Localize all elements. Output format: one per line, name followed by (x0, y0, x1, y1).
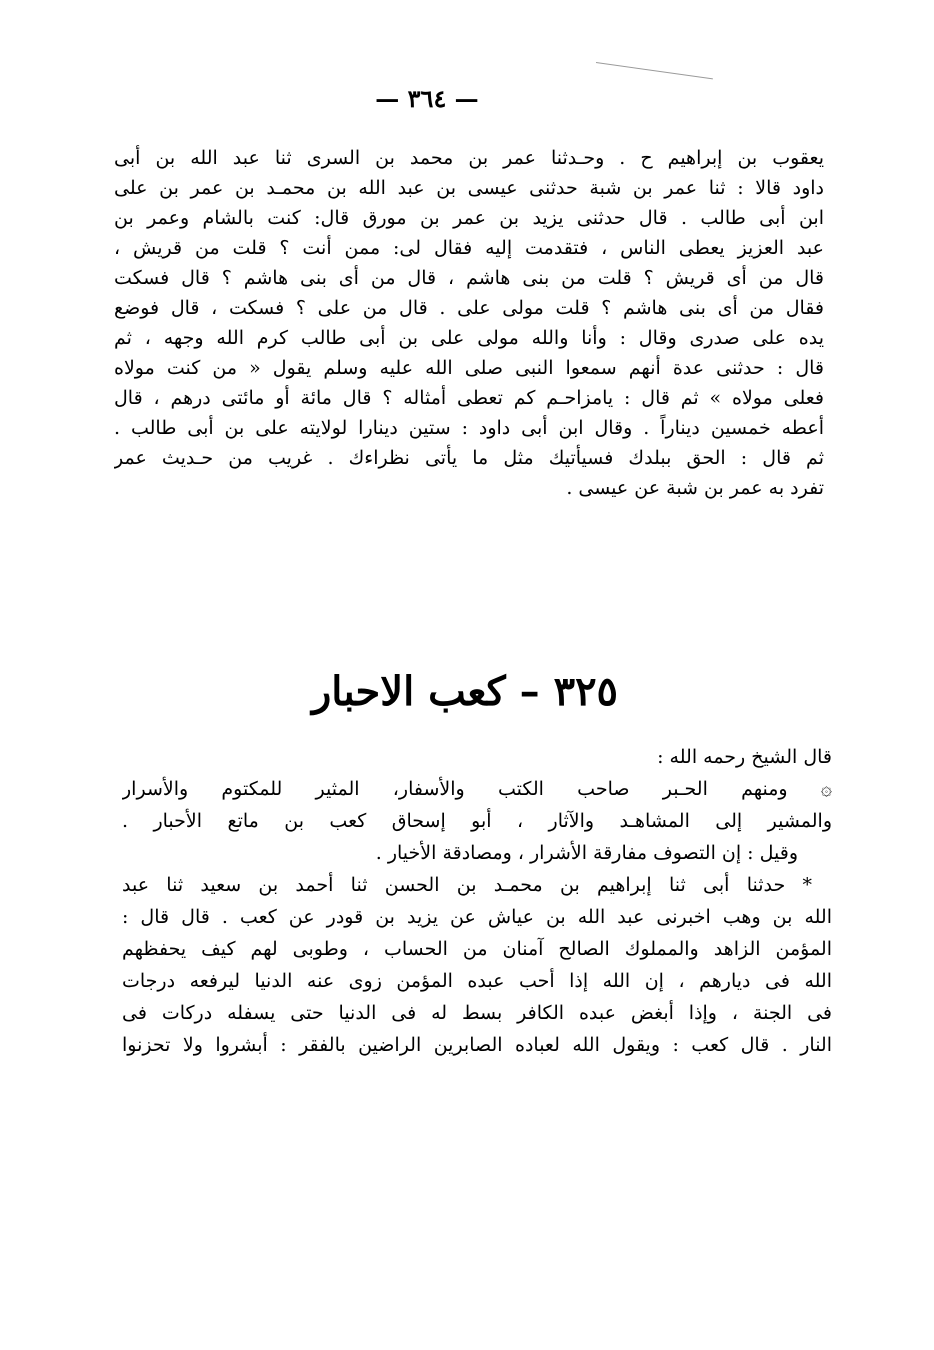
scan-mark (596, 62, 713, 79)
text-line: ۞ ومنهم الحـبر صاحب الكتب والأسفار، المثير للمكتوم والأسرار (122, 778, 832, 800)
text-line: * حدثنا أبى ثنا إبراهيم بن محمـد بن الحسن ثنا أحمد بن سعيد ثنا عبد (122, 874, 812, 896)
text-line: يده على صدرى وقال : وأنا والله مولى على بن أبى طالب كرم الله وجهه ، ثم (114, 327, 824, 349)
text-line: المؤمن الزاهد والمملوك الصالح آمنان من الحساب ، وطوبى لهم كيف يحفظهم (122, 938, 832, 960)
text-line: قال : حدثنى عدة أنهم سمعوا النبى صلى الله عليه وسلم يقول « من كنت مولاه (114, 357, 824, 379)
text-line: ابن أبى طالب . قال حدثنى يزيد بن عمر بن مورق قال: كنت بالشام وعمر بن (114, 207, 824, 229)
text-line: تفرد به عمر بن شبة عن عيسى . (566, 477, 824, 499)
text-line: فى الجنة ، وإذا أبغض عبده الكافر بسط له فى الدنيا حتى يسفله دركات فى (122, 1002, 832, 1024)
top-text-block (114, 143, 824, 503)
text-line: فعلى مولاه » ثم قال : يامزاحـم كم تعطى أمثاله ؟ قال مائة أو مائتى درهم ، قال (114, 387, 824, 409)
text-line: فقال من أى بنى هاشم ؟ قلت مولى على . قال من على ؟ فسكت ، قال فوضع (114, 297, 824, 319)
page-number: — ٣٦٤ — (375, 84, 479, 113)
text-line: والمشير إلى المشاهـد والآثار ، أبو إسحاق كعب بن ماتع الأحبار . (122, 810, 832, 832)
text-line: وقيل : إن التصوف مفارقة الأشرار ، ومصادقة الأخيار . (375, 842, 798, 864)
text-line: قال من أى قريش ؟ قلت من بنى هاشم ، قال من أى بنى هاشم ؟ قال فسكت (114, 267, 824, 289)
text-line: النار . قال كعب : ويقول الله لعباده الصابرين الراضين بالفقر : أبشروا ولا تحزنوا (122, 1034, 832, 1056)
text-line: قال الشيخ رحمه الله : (657, 746, 832, 768)
text-line: داود قالا : ثنا عمر بن شبة حدثنى عيسى بن عبد الله بن محمـد بن عمر بن على (114, 177, 824, 199)
text-line: عبد العزيز يعطى الناس ، فتقدمت إليه فقال لى: ممن أنت ؟ قلت من قريش ، (114, 237, 824, 259)
text-line: يعقوب بن إبراهيم ح . وحـدثنا عمر بن محمد بن السرى ثنا عبد الله بن أبى (114, 147, 824, 169)
bottom-text-block (122, 741, 832, 1061)
text-line: الله فى ديارهم ، إن الله إذا أحب عبده المؤمن زوى عنه الدنيا ليرفعه درجات (122, 970, 832, 992)
text-line: ثم قال : الحق ببلدك فسيأتيك مثل ما يأتى نظراءك . غريب من حـديث عمر (114, 447, 824, 469)
text-line: الله بن وهب اخبرنى عبد الله بن عياش عن يزيد بن قودر عن كعب . قال قال : (122, 906, 832, 928)
text-line: أعطه خمسين ديناراً . وقال ابن أبى داود : ستين دينارا لولايته على بن أبى طالب . (114, 417, 824, 439)
section-heading: ٣٢٥ – كعب الاحبار (311, 668, 619, 715)
